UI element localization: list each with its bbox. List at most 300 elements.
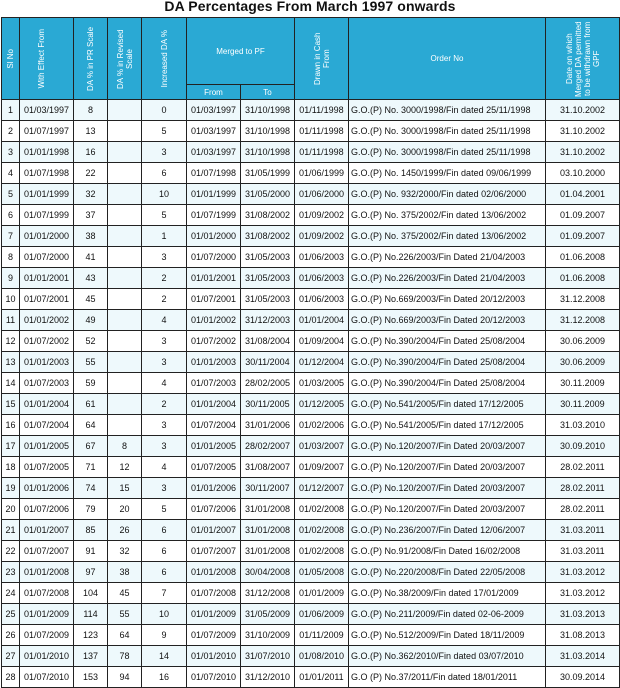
cell-da-pr: 59 — [74, 373, 108, 394]
table-row — [2, 562, 620, 583]
cell-order-no: G.O.(P) No.362/2010/Fin dated 03/07/2010 — [349, 646, 546, 667]
cell-da-revised — [108, 184, 142, 205]
cell-gpf-date: 30.11.2009 — [546, 373, 620, 394]
cell-with-effect-from: 01/07/1997 — [20, 121, 74, 142]
table-row — [2, 667, 620, 688]
cell-gpf-date: 30.11.2009 — [546, 394, 620, 415]
cell-with-effect-from: 01/07/2005 — [20, 457, 74, 478]
cell-increased-da: 9 — [142, 625, 187, 646]
table-row — [2, 184, 620, 205]
cell-increased-da: 10 — [142, 604, 187, 625]
cell-increased-da: 7 — [142, 583, 187, 604]
cell-order-no: G.O.(P) No. 932/2000/Fin dated 02/06/2000 — [349, 184, 546, 205]
table-row — [2, 541, 620, 562]
cell-da-pr: 153 — [74, 667, 108, 688]
cell-increased-da: 6 — [142, 541, 187, 562]
cell-drawn-in-cash: 01/12/2004 — [295, 352, 349, 373]
cell-merged-to: 31/05/1999 — [241, 163, 295, 184]
cell-increased-da: 6 — [142, 562, 187, 583]
cell-drawn-in-cash: 01/06/2003 — [295, 268, 349, 289]
cell-merged-from: 01/07/2009 — [187, 625, 241, 646]
cell-da-pr: 41 — [74, 247, 108, 268]
cell-merged-from: 01/01/2000 — [187, 226, 241, 247]
cell-merged-to: 31/05/2009 — [241, 604, 295, 625]
cell-drawn-in-cash: 01/01/2009 — [295, 583, 349, 604]
header-with-effect-from: With Effect From — [20, 18, 74, 100]
cell-with-effect-from: 01/01/2000 — [20, 226, 74, 247]
cell-da-pr: 123 — [74, 625, 108, 646]
cell-increased-da: 2 — [142, 268, 187, 289]
cell-gpf-date: 31.08.2013 — [546, 625, 620, 646]
cell-da-revised: 20 — [108, 499, 142, 520]
cell-da-revised: 8 — [108, 436, 142, 457]
cell-sl-no: 14 — [2, 373, 20, 394]
cell-with-effect-from: 01/07/2004 — [20, 415, 74, 436]
cell-with-effect-from: 01/07/2010 — [20, 667, 74, 688]
cell-order-no: G.O.(P) No.669/2003/Fin Dated 20/12/2003 — [349, 310, 546, 331]
cell-da-pr: 37 — [74, 205, 108, 226]
cell-da-revised — [108, 394, 142, 415]
cell-sl-no: 1 — [2, 100, 20, 121]
cell-merged-to: 31/08/2002 — [241, 226, 295, 247]
cell-da-revised — [108, 226, 142, 247]
cell-drawn-in-cash: 01/06/1999 — [295, 163, 349, 184]
cell-drawn-in-cash: 01/03/2005 — [295, 373, 349, 394]
cell-order-no: G.O.(P) No.236/2007/Fin Dated 12/06/2007 — [349, 520, 546, 541]
table-row — [2, 604, 620, 625]
cell-gpf-date: 31.03.2011 — [546, 541, 620, 562]
table-row — [2, 205, 620, 226]
cell-gpf-date: 31.12.2008 — [546, 289, 620, 310]
cell-increased-da: 3 — [142, 436, 187, 457]
cell-with-effect-from: 01/07/1998 — [20, 163, 74, 184]
table-row — [2, 394, 620, 415]
cell-with-effect-from: 01/07/2007 — [20, 541, 74, 562]
cell-da-pr: 22 — [74, 163, 108, 184]
cell-gpf-date: 01.06.2008 — [546, 247, 620, 268]
cell-sl-no: 24 — [2, 583, 20, 604]
cell-gpf-date: 31.03.2012 — [546, 562, 620, 583]
cell-merged-from: 01/01/2004 — [187, 394, 241, 415]
cell-with-effect-from: 01/07/1999 — [20, 205, 74, 226]
cell-da-revised — [108, 205, 142, 226]
cell-da-revised — [108, 331, 142, 352]
cell-order-no: G.O.(P) No. 1450/1999/Fin dated 09/06/1999 — [349, 163, 546, 184]
cell-merged-from: 01/07/2000 — [187, 247, 241, 268]
cell-merged-to: 31/08/2007 — [241, 457, 295, 478]
cell-drawn-in-cash: 01/06/2003 — [295, 247, 349, 268]
cell-merged-to: 30/11/2005 — [241, 394, 295, 415]
cell-sl-no: 20 — [2, 499, 20, 520]
cell-order-no: G.O.(P) No.390/2004/Fin Dated 25/08/2004 — [349, 373, 546, 394]
header-from: From — [187, 85, 241, 100]
cell-da-revised: 38 — [108, 562, 142, 583]
cell-order-no: G.O.(P) No.120/2007/Fin Dated 20/03/2007 — [349, 436, 546, 457]
cell-sl-no: 22 — [2, 541, 20, 562]
cell-da-revised — [108, 142, 142, 163]
cell-merged-from: 01/07/2004 — [187, 415, 241, 436]
cell-order-no: G.O.(P) No. 3000/1998/Fin dated 25/11/1998 — [349, 121, 546, 142]
cell-with-effect-from: 01/01/2005 — [20, 436, 74, 457]
cell-sl-no: 15 — [2, 394, 20, 415]
cell-sl-no: 10 — [2, 289, 20, 310]
cell-gpf-date: 31.10.2002 — [546, 121, 620, 142]
cell-increased-da: 3 — [142, 478, 187, 499]
cell-with-effect-from: 01/01/2002 — [20, 310, 74, 331]
cell-drawn-in-cash: 01/06/2003 — [295, 289, 349, 310]
cell-increased-da: 10 — [142, 184, 187, 205]
cell-gpf-date: 28.02.2011 — [546, 499, 620, 520]
table-row — [2, 100, 620, 121]
cell-merged-to: 31/12/2008 — [241, 583, 295, 604]
cell-da-revised: 78 — [108, 646, 142, 667]
cell-da-pr: 55 — [74, 352, 108, 373]
cell-merged-from: 01/07/2005 — [187, 457, 241, 478]
cell-da-pr: 137 — [74, 646, 108, 667]
cell-sl-no: 17 — [2, 436, 20, 457]
cell-da-revised — [108, 247, 142, 268]
header-to: To — [241, 85, 295, 100]
cell-sl-no: 23 — [2, 562, 20, 583]
cell-increased-da: 6 — [142, 163, 187, 184]
cell-da-revised — [108, 268, 142, 289]
cell-sl-no: 26 — [2, 625, 20, 646]
cell-gpf-date: 31.03.2013 — [546, 604, 620, 625]
cell-increased-da: 3 — [142, 352, 187, 373]
table-row — [2, 415, 620, 436]
cell-order-no: G.O.(P) No. 375/2002/Fin dated 13/06/2002 — [349, 205, 546, 226]
cell-sl-no: 18 — [2, 457, 20, 478]
table-row — [2, 646, 620, 667]
cell-merged-from: 01/07/2010 — [187, 667, 241, 688]
cell-merged-from: 01/07/1998 — [187, 163, 241, 184]
cell-order-no: G.O.(P) No. 3000/1998/Fin dated 25/11/1998 — [349, 100, 546, 121]
cell-da-pr: 91 — [74, 541, 108, 562]
cell-drawn-in-cash: 01/01/2011 — [295, 667, 349, 688]
cell-merged-to: 31/12/2003 — [241, 310, 295, 331]
header-da-revised-scale: DA % in Revised Scale — [108, 18, 142, 100]
cell-sl-no: 16 — [2, 415, 20, 436]
cell-da-pr: 8 — [74, 100, 108, 121]
cell-merged-from: 01/07/2002 — [187, 331, 241, 352]
cell-with-effect-from: 01/07/2003 — [20, 373, 74, 394]
cell-merged-to: 31/10/2009 — [241, 625, 295, 646]
table-row — [2, 625, 620, 646]
header-merged-to-pf: Merged to PF — [187, 18, 295, 85]
cell-da-pr: 32 — [74, 184, 108, 205]
cell-sl-no: 25 — [2, 604, 20, 625]
cell-da-pr: 13 — [74, 121, 108, 142]
cell-gpf-date: 30.09.2014 — [546, 667, 620, 688]
cell-da-revised — [108, 373, 142, 394]
table-row — [2, 478, 620, 499]
cell-da-revised: 55 — [108, 604, 142, 625]
cell-da-pr: 45 — [74, 289, 108, 310]
cell-merged-from: 01/01/2009 — [187, 604, 241, 625]
cell-da-revised: 64 — [108, 625, 142, 646]
cell-merged-from: 01/03/1997 — [187, 100, 241, 121]
table-row — [2, 352, 620, 373]
header-order-no: Order No — [349, 18, 546, 100]
cell-da-revised — [108, 289, 142, 310]
da-table — [1, 17, 620, 688]
cell-sl-no: 3 — [2, 142, 20, 163]
cell-drawn-in-cash: 01/05/2008 — [295, 562, 349, 583]
cell-drawn-in-cash: 01/09/2004 — [295, 331, 349, 352]
cell-merged-to: 30/04/2008 — [241, 562, 295, 583]
cell-increased-da: 16 — [142, 667, 187, 688]
cell-merged-from: 01/07/2007 — [187, 541, 241, 562]
cell-increased-da: 5 — [142, 205, 187, 226]
cell-drawn-in-cash: 01/01/2004 — [295, 310, 349, 331]
cell-gpf-date: 31.03.2010 — [546, 415, 620, 436]
cell-increased-da: 3 — [142, 142, 187, 163]
cell-da-revised: 26 — [108, 520, 142, 541]
cell-with-effect-from: 01/01/2009 — [20, 604, 74, 625]
cell-drawn-in-cash: 01/11/2009 — [295, 625, 349, 646]
cell-drawn-in-cash: 01/09/2002 — [295, 205, 349, 226]
cell-order-no: G.O.(P) No.669/2003/Fin Dated 20/12/2003 — [349, 289, 546, 310]
cell-merged-from: 01/01/2001 — [187, 268, 241, 289]
cell-da-revised: 12 — [108, 457, 142, 478]
cell-increased-da: 3 — [142, 415, 187, 436]
cell-merged-from: 01/07/2006 — [187, 499, 241, 520]
cell-da-pr: 52 — [74, 331, 108, 352]
cell-da-revised — [108, 163, 142, 184]
cell-order-no: G.O.(P) No.226/2003/Fin Dated 21/04/2003 — [349, 247, 546, 268]
table-row — [2, 163, 620, 184]
table-row — [2, 583, 620, 604]
table-row — [2, 226, 620, 247]
cell-merged-from: 01/07/2001 — [187, 289, 241, 310]
cell-da-pr: 67 — [74, 436, 108, 457]
cell-da-pr: 71 — [74, 457, 108, 478]
cell-sl-no: 28 — [2, 667, 20, 688]
cell-da-pr: 114 — [74, 604, 108, 625]
cell-sl-no: 11 — [2, 310, 20, 331]
cell-merged-to: 31/01/2008 — [241, 541, 295, 562]
cell-increased-da: 5 — [142, 499, 187, 520]
cell-gpf-date: 28.02.2011 — [546, 478, 620, 499]
cell-gpf-date: 31.03.2014 — [546, 646, 620, 667]
table-row — [2, 457, 620, 478]
cell-gpf-date: 01.09.2007 — [546, 205, 620, 226]
table-row — [2, 310, 620, 331]
cell-gpf-date: 31.12.2008 — [546, 310, 620, 331]
cell-order-no: G.O.(P) No.91/2008/Fin Dated 16/02/2008 — [349, 541, 546, 562]
cell-drawn-in-cash: 01/02/2008 — [295, 499, 349, 520]
cell-drawn-in-cash: 01/02/2008 — [295, 541, 349, 562]
cell-merged-to: 31/10/1998 — [241, 100, 295, 121]
cell-drawn-in-cash: 01/08/2010 — [295, 646, 349, 667]
cell-increased-da: 1 — [142, 226, 187, 247]
cell-merged-to: 30/11/2004 — [241, 352, 295, 373]
cell-order-no: G.O.(P) No.38/2009/Fin dated 17/01/2009 — [349, 583, 546, 604]
cell-order-no: G.O.(P) No.541/2005/Fin dated 17/12/2005 — [349, 394, 546, 415]
table-header — [2, 18, 620, 100]
cell-merged-from: 01/01/2008 — [187, 562, 241, 583]
cell-order-no: G.O.(P) No.390/2004/Fin Dated 25/08/2004 — [349, 352, 546, 373]
cell-with-effect-from: 01/01/2003 — [20, 352, 74, 373]
cell-with-effect-from: 01/01/2001 — [20, 268, 74, 289]
table-row — [2, 436, 620, 457]
cell-merged-to: 31/08/2002 — [241, 205, 295, 226]
cell-drawn-in-cash: 01/09/2002 — [295, 226, 349, 247]
cell-sl-no: 5 — [2, 184, 20, 205]
cell-merged-to: 31/01/2006 — [241, 415, 295, 436]
cell-merged-to: 31/07/2010 — [241, 646, 295, 667]
cell-drawn-in-cash: 01/11/1998 — [295, 142, 349, 163]
cell-increased-da: 6 — [142, 520, 187, 541]
cell-sl-no: 21 — [2, 520, 20, 541]
cell-with-effect-from: 01/07/2001 — [20, 289, 74, 310]
cell-drawn-in-cash: 01/03/2007 — [295, 436, 349, 457]
cell-sl-no: 8 — [2, 247, 20, 268]
cell-sl-no: 7 — [2, 226, 20, 247]
cell-increased-da: 2 — [142, 289, 187, 310]
cell-sl-no: 27 — [2, 646, 20, 667]
cell-order-no: G.O.(P) No.211/2009/Fin dated 02-06-2009 — [349, 604, 546, 625]
cell-drawn-in-cash: 01/02/2006 — [295, 415, 349, 436]
cell-gpf-date: 31.03.2011 — [546, 520, 620, 541]
cell-sl-no: 12 — [2, 331, 20, 352]
cell-gpf-date: 30.06.2009 — [546, 352, 620, 373]
table-row — [2, 247, 620, 268]
cell-with-effect-from: 01/07/2008 — [20, 583, 74, 604]
cell-da-pr: 64 — [74, 415, 108, 436]
cell-merged-to: 30/11/2007 — [241, 478, 295, 499]
cell-increased-da: 4 — [142, 457, 187, 478]
cell-gpf-date: 30.09.2010 — [546, 436, 620, 457]
cell-with-effect-from: 01/01/2006 — [20, 478, 74, 499]
cell-with-effect-from: 01/07/2006 — [20, 499, 74, 520]
cell-gpf-date: 30.06.2009 — [546, 331, 620, 352]
cell-merged-to: 31/01/2008 — [241, 520, 295, 541]
cell-sl-no: 19 — [2, 478, 20, 499]
cell-merged-to: 31/01/2008 — [241, 499, 295, 520]
cell-da-pr: 49 — [74, 310, 108, 331]
cell-gpf-date: 01.04.2001 — [546, 184, 620, 205]
cell-merged-from: 01/01/2005 — [187, 436, 241, 457]
cell-increased-da: 4 — [142, 310, 187, 331]
cell-order-no: G.O (P) No.37/2011/Fin dated 18/01/2011 — [349, 667, 546, 688]
cell-order-no: G.O.(P) No.226/2003/Fin Dated 21/04/2003 — [349, 268, 546, 289]
cell-merged-to: 31/12/2010 — [241, 667, 295, 688]
cell-order-no: G.O.(P) No. 375/2002/Fin dated 13/06/2002 — [349, 226, 546, 247]
cell-da-pr: 79 — [74, 499, 108, 520]
cell-merged-from: 01/01/2002 — [187, 310, 241, 331]
cell-with-effect-from: 01/01/2010 — [20, 646, 74, 667]
cell-merged-to: 31/10/1998 — [241, 142, 295, 163]
cell-order-no: G.O.(P) No.512/2009/Fin Dated 18/11/2009 — [349, 625, 546, 646]
cell-drawn-in-cash: 01/06/2000 — [295, 184, 349, 205]
cell-gpf-date: 31.03.2012 — [546, 583, 620, 604]
cell-with-effect-from: 01/01/2004 — [20, 394, 74, 415]
cell-merged-to: 31/05/2000 — [241, 184, 295, 205]
table-row — [2, 268, 620, 289]
cell-merged-to: 31/05/2003 — [241, 289, 295, 310]
cell-da-pr: 74 — [74, 478, 108, 499]
page-title: DA Percentages From March 1997 onwards — [164, 0, 456, 14]
cell-da-pr: 43 — [74, 268, 108, 289]
cell-sl-no: 4 — [2, 163, 20, 184]
cell-merged-to: 31/10/1998 — [241, 121, 295, 142]
cell-merged-from: 01/07/1999 — [187, 205, 241, 226]
cell-da-pr: 16 — [74, 142, 108, 163]
header-sl-no: Sl No — [2, 18, 20, 100]
cell-sl-no: 6 — [2, 205, 20, 226]
cell-with-effect-from: 01/01/2008 — [20, 562, 74, 583]
cell-merged-from: 01/01/2003 — [187, 352, 241, 373]
cell-order-no: G.O.(P) No.220/2008/Fin Dated 22/05/2008 — [349, 562, 546, 583]
cell-order-no: G.O.(P) No.120/2007/Fin Dated 20/03/2007 — [349, 499, 546, 520]
cell-da-revised — [108, 100, 142, 121]
cell-da-revised: 15 — [108, 478, 142, 499]
cell-gpf-date: 31.10.2002 — [546, 100, 620, 121]
cell-order-no: G.O.(P) No.390/2004/Fin Dated 25/08/2004 — [349, 331, 546, 352]
cell-gpf-date: 31.10.2002 — [546, 142, 620, 163]
table-row — [2, 499, 620, 520]
cell-sl-no: 2 — [2, 121, 20, 142]
cell-da-revised — [108, 310, 142, 331]
cell-order-no: G.O.(P) No.120/2007/Fin Dated 20/03/2007 — [349, 478, 546, 499]
table-row — [2, 373, 620, 394]
cell-merged-from: 01/01/2010 — [187, 646, 241, 667]
header-gpf-withdraw-date: Date on which Merged DA permitted to be withdrawn from GPF — [546, 18, 620, 100]
table-row — [2, 142, 620, 163]
cell-merged-to: 31/05/2003 — [241, 268, 295, 289]
cell-with-effect-from: 01/07/2000 — [20, 247, 74, 268]
cell-merged-from: 01/01/2007 — [187, 520, 241, 541]
cell-da-pr: 97 — [74, 562, 108, 583]
cell-merged-from: 01/07/2008 — [187, 583, 241, 604]
cell-gpf-date: 01.09.2007 — [546, 226, 620, 247]
cell-da-revised: 45 — [108, 583, 142, 604]
table-row — [2, 289, 620, 310]
cell-with-effect-from: 01/07/2002 — [20, 331, 74, 352]
cell-da-revised — [108, 121, 142, 142]
cell-da-revised: 32 — [108, 541, 142, 562]
cell-drawn-in-cash: 01/09/2007 — [295, 457, 349, 478]
cell-increased-da: 5 — [142, 121, 187, 142]
cell-merged-from: 01/01/2006 — [187, 478, 241, 499]
cell-increased-da: 4 — [142, 373, 187, 394]
cell-with-effect-from: 01/03/1997 — [20, 100, 74, 121]
cell-gpf-date: 01.06.2008 — [546, 268, 620, 289]
cell-drawn-in-cash: 01/12/2005 — [295, 394, 349, 415]
cell-merged-to: 28/02/2007 — [241, 436, 295, 457]
cell-with-effect-from: 01/01/1999 — [20, 184, 74, 205]
cell-merged-from: 01/07/2003 — [187, 373, 241, 394]
cell-sl-no: 9 — [2, 268, 20, 289]
table-row — [2, 121, 620, 142]
cell-gpf-date: 28.02.2011 — [546, 457, 620, 478]
cell-order-no: G.O.(P) No.120/2007/Fin Dated 20/03/2007 — [349, 457, 546, 478]
cell-drawn-in-cash: 01/11/1998 — [295, 100, 349, 121]
cell-increased-da: 3 — [142, 247, 187, 268]
table-row — [2, 520, 620, 541]
cell-da-revised: 94 — [108, 667, 142, 688]
cell-increased-da: 3 — [142, 331, 187, 352]
cell-merged-to: 31/05/2003 — [241, 247, 295, 268]
cell-with-effect-from: 01/01/2007 — [20, 520, 74, 541]
header-drawn-in-cash: Drawn in Cash From — [295, 18, 349, 100]
cell-drawn-in-cash: 01/12/2007 — [295, 478, 349, 499]
cell-da-pr: 38 — [74, 226, 108, 247]
cell-da-pr: 85 — [74, 520, 108, 541]
cell-merged-from: 01/01/1999 — [187, 184, 241, 205]
cell-da-pr: 104 — [74, 583, 108, 604]
